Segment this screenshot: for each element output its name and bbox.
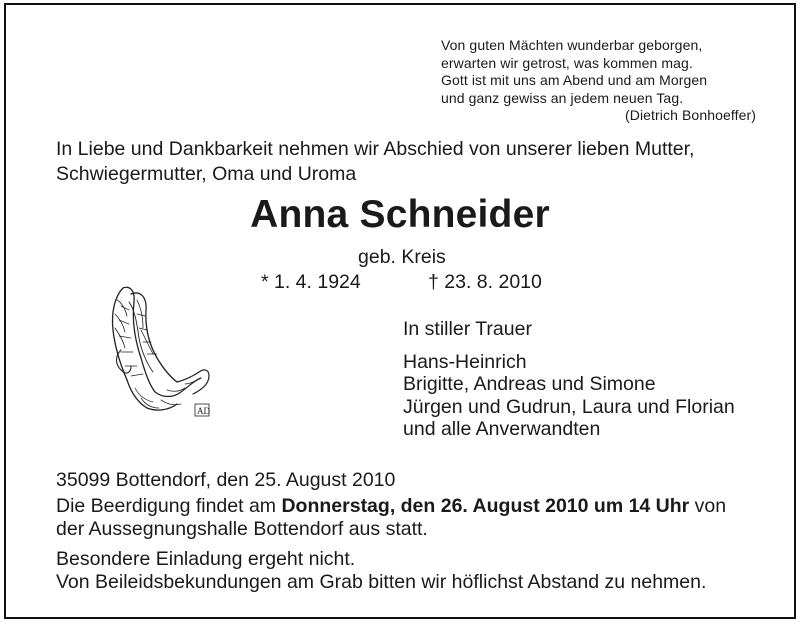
poem-line: Gott ist mit uns am Abend und am Morgen (441, 72, 708, 88)
poem-quote (441, 37, 756, 125)
place-date: 35099 Bottendorf, den 25. August 2010 (56, 469, 396, 491)
poem-author: (Dietrich Bonhoeffer) (624, 107, 756, 123)
birth-date: * 1. 4. 1924 (261, 271, 361, 293)
closing-text (56, 548, 756, 593)
funeral-prefix: Die Beerdigung findet am (56, 495, 282, 517)
poem-line: Von guten Mächten wunderbar geborgen, (441, 37, 703, 53)
monogram (195, 404, 210, 416)
mourner-name: Brigitte, Andreas und Simone (403, 373, 656, 395)
mourner-name: Hans-Heinrich (403, 350, 527, 373)
funeral-info (56, 495, 756, 540)
closing-line: Von Beileidsbekundungen am Grab bitten wir höflichst Abstand zu nehmen. (56, 570, 707, 593)
praying-hands-icon (101, 280, 221, 420)
obituary-notice (4, 3, 796, 619)
poem-line: und ganz gewiss an jedem neuen Tag. (441, 89, 684, 106)
death-date: † 23. 8. 2010 (428, 271, 542, 293)
svg-text:AD: AD (197, 406, 210, 416)
funeral-suffix: von (689, 495, 727, 517)
funeral-date-time: Donnerstag, den 26. August 2010 um 14 Uhr (281, 495, 690, 517)
intro-line: In Liebe und Dankbarkeit nehmen wir Abschied von unserer lieben Mutter, (56, 138, 695, 160)
closing-line: Besondere Einladung ergeht nicht. (56, 548, 356, 570)
funeral-line: der Aussegnungshalle Bottendorf aus statt. (56, 517, 428, 540)
mourners-block (403, 318, 735, 441)
intro-line: Schwiegermutter, Oma und Uroma (56, 163, 357, 185)
intro-text (56, 137, 756, 187)
poem-line: erwarten wir getrost, was kommen mag. (441, 54, 693, 71)
maiden-name: geb. Kreis (358, 246, 446, 268)
funeral-line (56, 495, 756, 518)
deceased-name: Anna Schneider (250, 193, 550, 236)
mourner-name: und alle Anverwandten (403, 418, 601, 440)
mourners-heading: In stiller Trauer (403, 318, 532, 340)
mourner-name: Jürgen und Gudrun, Laura und Florian (403, 395, 735, 418)
